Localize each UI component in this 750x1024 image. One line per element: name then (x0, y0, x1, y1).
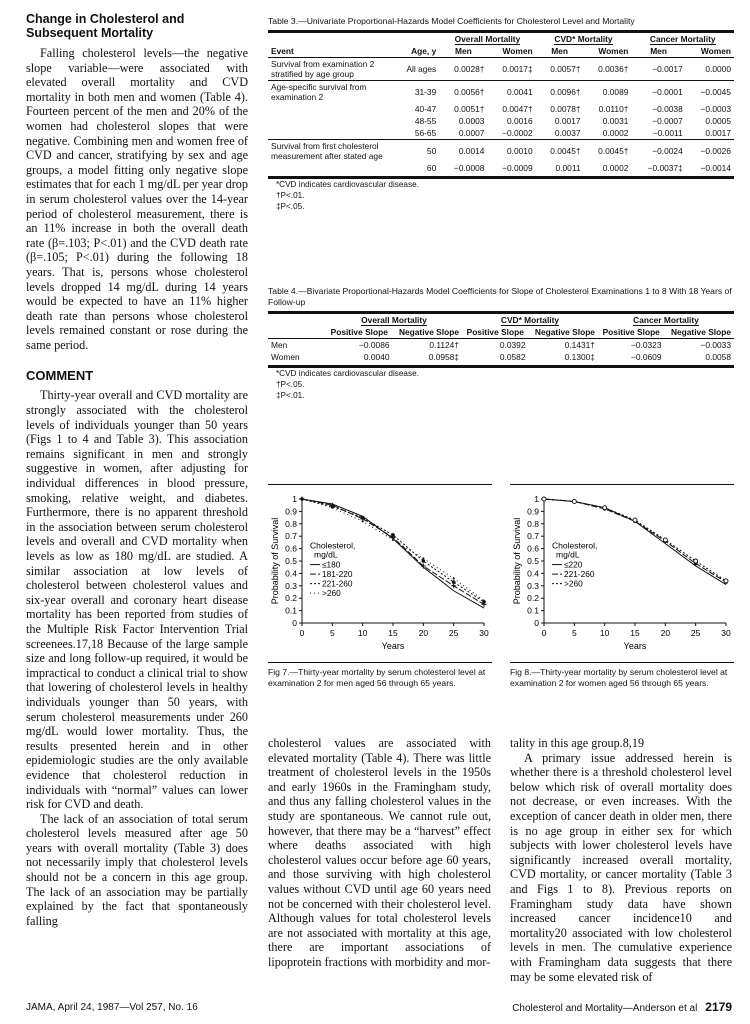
table-cell: 0.0582 (499, 352, 526, 362)
table-cell: 0.0011 (555, 163, 581, 173)
table-cell: −0.0009 (502, 163, 533, 173)
row-label: Men (271, 340, 288, 350)
data-point (572, 499, 576, 503)
data-point (452, 580, 456, 584)
table-caption: Table 4.—Bivariate Proportional-Hazards Model Coefficients for Slope of Cholesterol Examinations 1 to 8 With 18 Years of Follow-up (268, 286, 732, 307)
column-header: Positive Slope (466, 327, 524, 337)
column-header: Women (502, 46, 533, 56)
table-row (268, 339, 734, 352)
table-cell: −0.0038 (652, 104, 683, 114)
row-label (268, 103, 392, 115)
table-cell: −0.0026 (700, 146, 731, 156)
legend-entry: 221-260 (564, 569, 595, 580)
table-cell: 0.0028† (454, 64, 485, 74)
group-header: Overall Mortality (454, 34, 521, 44)
legend-title: mg/dL (556, 549, 580, 560)
table-cell: 0.0096† (550, 87, 581, 97)
x-tick-label: 5 (329, 628, 335, 638)
x-axis-label: Years (381, 641, 405, 651)
table-cell: 0.0110† (598, 104, 629, 114)
row-label: Age-specific survival from examination 2 (271, 82, 367, 102)
table-3-grid (268, 30, 734, 174)
row-label: Survival from first cholesterol measurement after stated age (271, 141, 383, 161)
table-cell: 0.0016 (507, 116, 533, 126)
x-tick-label: 0 (541, 628, 547, 638)
row-label (268, 115, 392, 127)
y-tick-label: 0 (292, 618, 297, 628)
legend-title: Cholesterol, (310, 540, 356, 551)
y-tick-label: 0.2 (285, 593, 297, 604)
data-point (724, 579, 728, 583)
y-tick-label: 0.3 (527, 580, 539, 591)
y-tick-label: 0.5 (527, 556, 539, 566)
table-cell: 0.0056† (454, 87, 485, 97)
table-cell: 0.0014 (458, 146, 485, 156)
table-cell: −0.0007 (652, 116, 683, 126)
column-header: Age, y (411, 46, 437, 56)
table-3-body (268, 58, 734, 175)
figure-caption: Fig 7.—Thirty-year mortality by serum cholesterol level at examination 2 for men aged 56 through 65 years. (268, 667, 486, 688)
data-point (331, 507, 333, 509)
y-tick-label: 0.6 (285, 543, 297, 554)
x-tick-label: 15 (388, 628, 398, 638)
y-tick-label: 0.7 (527, 531, 539, 542)
footnote: *CVD indicates cardiovascular disease. (276, 180, 419, 189)
table-cell: 0.1124† (429, 340, 459, 350)
footnote: ‡P<.01. (276, 391, 305, 400)
table-cell: 0.0392 (499, 340, 526, 350)
table-row (268, 58, 734, 81)
table-cell: −0.0323 (630, 340, 662, 350)
age-cell: 40-47 (414, 104, 437, 114)
table-cell: −0.0008 (453, 163, 485, 173)
footnote: ‡P<.05. (276, 202, 305, 211)
table-cell: 0.0045† (598, 146, 629, 156)
table-cell: 0.1300‡ (564, 352, 595, 362)
group-header: CVD* Mortality (500, 315, 560, 325)
table-cell: 0.0002 (602, 128, 629, 138)
table-cell: 0.0058 (705, 352, 731, 362)
table-cell: −0.0024 (652, 146, 683, 156)
x-tick-label: 25 (448, 628, 459, 638)
row-label: Survival from examination 2 stratified by age group (271, 59, 375, 79)
data-point (663, 538, 667, 542)
running-footer (512, 1000, 732, 1014)
column-header: Negative Slope (670, 327, 731, 337)
table-cell: 0.0017 (554, 116, 581, 126)
table-cell: 0.0031 (602, 116, 629, 126)
table-caption: Table 3.—Univariate Proportional-Hazards Model Coefficients for Cholesterol Level and Mortality (268, 16, 635, 26)
table-row (268, 140, 734, 163)
data-point (603, 506, 607, 510)
footnote: *CVD indicates cardiovascular disease. (276, 369, 419, 378)
table-row (268, 81, 734, 104)
column-header: Women (598, 46, 629, 56)
table-row (268, 115, 734, 127)
column-header: Negative Slope (534, 327, 595, 337)
y-tick-label: 0.8 (285, 518, 297, 529)
column-header: Negative Slope (398, 327, 459, 337)
table-cell: −0.0002 (502, 128, 533, 138)
table-cell: 0.0036† (598, 64, 629, 74)
column-header: Positive Slope (330, 327, 388, 337)
y-tick-label: 0.1 (285, 605, 297, 616)
table-cell: −0.0001 (652, 87, 683, 97)
x-tick-label: 20 (660, 628, 671, 638)
table-row (268, 103, 734, 115)
table-cell: 0.0005 (705, 116, 731, 126)
column-header: Men (551, 46, 568, 56)
footnote: †P<.01. (276, 191, 305, 200)
age-cell: 31-39 (414, 87, 437, 97)
legend-entry: >260 (322, 588, 341, 599)
right-column (510, 736, 732, 984)
table-cell: −0.0609 (630, 352, 662, 362)
column-header: Positive Slope (602, 327, 660, 337)
table-cell: 0.0002 (602, 163, 629, 173)
y-tick-label: 0.8 (527, 518, 539, 529)
journal-footer: JAMA, April 24, 1987—Vol 257, No. 16 (26, 1002, 198, 1013)
table-cell: 0.0007 (458, 128, 485, 138)
body-paragraph: cholesterol values are associated with elevated mortality (Table 4). There was little treatment of cholesterol levels in the 1950s and early 1960s in the Framingham study, and thus any falling cholesterol values in the study are spontaneous. We cannot rule out, however, that there may be a “harvest” effect where deaths associated with high cholesterol values occur before age 60 years, and those surviving with high cholesterol values without CVD until age 60 years need not be concerned with their cholesterol level. Although values for total cholesterol levels are not associated with mortality at this age, there are important associations of lipoprotein fractions with morbidity and mor- (268, 736, 491, 969)
age-cell: 60 (426, 163, 437, 173)
row-label (268, 162, 392, 174)
body-paragraph: The lack of an association of total serum cholesterol levels measured after age 50 years with overall mortality (Table 3) does not necessarily imply that cholesterol levels should not be a concern in this age group. The lack of an association may be partially explained by the fact that spontaneously falling (26, 811, 248, 928)
data-point (362, 520, 364, 522)
body-paragraph: A primary issue addressed herein is whether there is a threshold cholesterol level below which risk of overall mortality does not decrease, or even increases. With the exception of cancer death in older men, there is no age group in either sex for which subjects with lower cholesterol levels have significantly increased overall mortality, CVD mortality, or cancer mortality (Table 3 and Figs 1 to 8). Previous reports on Framingham study data have shown increased cancer incidence10 and mortality20 associated with low cholesterol levels in men. The cumulative experience with Framingham data suggests that there may be some elevated risk of (510, 750, 732, 984)
data-point (451, 583, 456, 588)
left-column (26, 12, 248, 928)
group-header: Overall Mortality (361, 315, 427, 325)
table-cell: −0.0037‡ (647, 163, 683, 173)
body-paragraph: Thirty-year overall and CVD mortality are strongly associated with the cholesterol levels of individuals younger than 50 years (Figs 1 to 4 and Table 3). This association remains significant in men and strongly suggestive in women, after adjusting for individual differences in blood pressure, smoking, relative weight, and diabetes. Furthermore, there is no apparent threshold in the association between serum cholesterol levels and overall and CVD mortality when levels as low as 180 mg/dL are studied. A similar association at low levels of cholesterol between cholesterol values and six-year overall and coronary heart disease mortality has been reported from studies of the Multiple Risk Factor Intervention Trial screenees.17,18 Because of the large sample size and long follow-up required, it would be impractical to conduct a clinical trial to show that lowering of cholesterol levels in healthy individuals younger than 50 years, with serum cholesterol measurements under 260 mg/dL would lower mortality. Thus, the results presented herein and in other epidemiologic studies are the only available evidence that cholesterol reduction in individuals with “normal” values can lower risk for CVD and death. (26, 388, 248, 812)
table-cell: −0.0011 (652, 128, 683, 138)
fig-8-chart (510, 485, 734, 657)
table-cell: −0.0045 (700, 87, 731, 97)
table-4-footnotes (268, 369, 734, 401)
row-label (268, 127, 392, 140)
data-point (483, 600, 485, 602)
age-cell: 48-55 (414, 116, 437, 126)
table-3-footnotes (268, 180, 734, 212)
table-cell: 0.0078† (550, 104, 581, 114)
data-point (542, 497, 546, 501)
table-4-grid (268, 311, 734, 363)
table-cell: 0.0037 (554, 128, 581, 138)
y-tick-label: 0.1 (527, 605, 539, 616)
data-point (422, 559, 426, 563)
y-tick-label: 0.2 (527, 593, 539, 604)
figure-8 (510, 484, 734, 688)
x-tick-label: 15 (630, 628, 640, 638)
table-row (268, 351, 734, 363)
legend-entry: 221-260 (322, 578, 353, 589)
table-cell: 0.0047† (502, 104, 533, 114)
footnote: †P<.05. (276, 380, 305, 389)
column-header: Men (650, 46, 667, 56)
y-tick-label: 0 (534, 618, 539, 628)
table-cell: 0.0010 (507, 146, 533, 156)
age-cell: All ages (406, 64, 437, 74)
column-header: Men (454, 46, 472, 56)
fig-7-chart (268, 485, 492, 657)
table-cell: 0.0057† (550, 64, 581, 74)
y-tick-label: 0.5 (285, 556, 297, 566)
table-cell: 0.1431† (564, 340, 595, 350)
table-row (268, 127, 734, 140)
data-point (392, 539, 394, 541)
page-number: 2179 (705, 1000, 732, 1014)
data-point (453, 577, 455, 579)
table-cell: 0.0003 (458, 116, 485, 126)
group-header: Cancer Mortality (633, 315, 699, 325)
table-cell: 0.0000 (705, 64, 731, 74)
y-tick-label: 0.3 (285, 580, 297, 591)
figure-7 (268, 484, 492, 688)
figure-caption: Fig 8.—Thirty-year mortality by serum cholesterol level at examination 2 for women aged 56 through 65 years. (510, 667, 728, 688)
data-point (633, 518, 637, 522)
x-axis-label: Years (623, 641, 647, 651)
x-tick-label: 25 (690, 628, 701, 638)
table-cell: 0.0017‡ (502, 64, 533, 74)
column-header: Women (700, 46, 731, 56)
table-cell: 0.0040 (363, 352, 390, 362)
group-header: CVD* Mortality (554, 34, 613, 44)
legend-entry: ≤220 (564, 559, 583, 570)
y-tick-label: 0.4 (285, 568, 297, 579)
x-tick-label: 5 (571, 628, 577, 638)
comment-heading: COMMENT (26, 368, 94, 384)
table-cell: 0.0051† (454, 104, 485, 114)
x-tick-label: 30 (479, 628, 489, 638)
x-tick-label: 10 (357, 628, 368, 638)
table-cell: −0.0003 (700, 104, 731, 114)
table-4 (268, 286, 734, 401)
table-cell: 0.0089 (602, 87, 629, 97)
row-label: Women (271, 352, 300, 362)
table-row (268, 162, 734, 174)
x-tick-label: 30 (721, 628, 731, 638)
table-cell: −0.0017 (652, 64, 683, 74)
table-cell: −0.0086 (359, 340, 390, 350)
table-cell: 0.0958‡ (428, 352, 459, 362)
table-cell: 0.0045† (550, 146, 581, 156)
legend-entry: 181-220 (322, 569, 353, 580)
y-tick-label: 0.4 (527, 568, 539, 579)
data-point (391, 533, 395, 537)
x-tick-label: 0 (299, 628, 305, 638)
y-tick-label: 0.6 (527, 543, 539, 554)
section-heading: Change in Cholesterol and Subsequent Mortality (26, 12, 185, 40)
legend-title: mg/dL (314, 549, 338, 560)
table-cell: −0.0033 (700, 340, 731, 350)
group-header: Cancer Mortality (649, 34, 716, 44)
table-cell: 0.0017 (705, 128, 731, 138)
body-paragraph: tality in this age group.8,19 (510, 736, 645, 750)
table-cell: 0.0041 (507, 87, 533, 97)
x-tick-label: 10 (599, 628, 610, 638)
data-point (361, 516, 365, 520)
table-3 (268, 16, 734, 212)
y-tick-label: 1 (292, 494, 297, 504)
data-point (301, 498, 303, 500)
legend-title: Cholesterol, (552, 540, 598, 551)
y-tick-label: 1 (534, 494, 539, 504)
data-point (694, 559, 698, 563)
middle-column (268, 736, 491, 970)
y-tick-label: 0.7 (285, 531, 297, 542)
table-cell: −0.0014 (700, 163, 731, 173)
legend-entry: >260 (564, 578, 583, 589)
data-point (422, 557, 424, 559)
age-cell: 50 (426, 146, 437, 156)
y-tick-label: 0.9 (527, 506, 539, 517)
column-header: Event (271, 46, 294, 56)
running-title: Cholesterol and Mortality—Anderson et al (512, 1003, 698, 1014)
x-tick-label: 20 (418, 628, 429, 638)
y-axis-label: Probability of Survival (512, 517, 522, 605)
y-axis-label: Probability of Survival (270, 517, 280, 605)
body-paragraph: Falling cholesterol levels—the negative slope variable—were associated with elevated overall mortality and CVD mortality in both men and women (Table 4). Fourteen percent of the men and 20% of the women had cholesterol slopes that were negative. Combining men and women free of CVD and cancer, stratifying by sex and age groups, a model fitting only negative slope estimates that for each 1 mg/dL per year drop in serum cholesterol values over the 14-year period of cholesterol measurement, there is an 11% increase in both the overall death rate (β=.103; P<.01) and the CVD death rate (β=.105; P<.01) during the following 18 years. That is, persons whose cholesterol levels dropped 14 mg/dL during 14 years would be expected to have an 11% higher death rate than persons whose cholesterol levels remained constant or rose during the same period. (26, 46, 248, 352)
legend-entry: ≤180 (322, 559, 341, 570)
age-cell: 56-65 (414, 128, 437, 138)
y-tick-label: 0.9 (285, 506, 297, 517)
table-4-body (268, 339, 734, 364)
